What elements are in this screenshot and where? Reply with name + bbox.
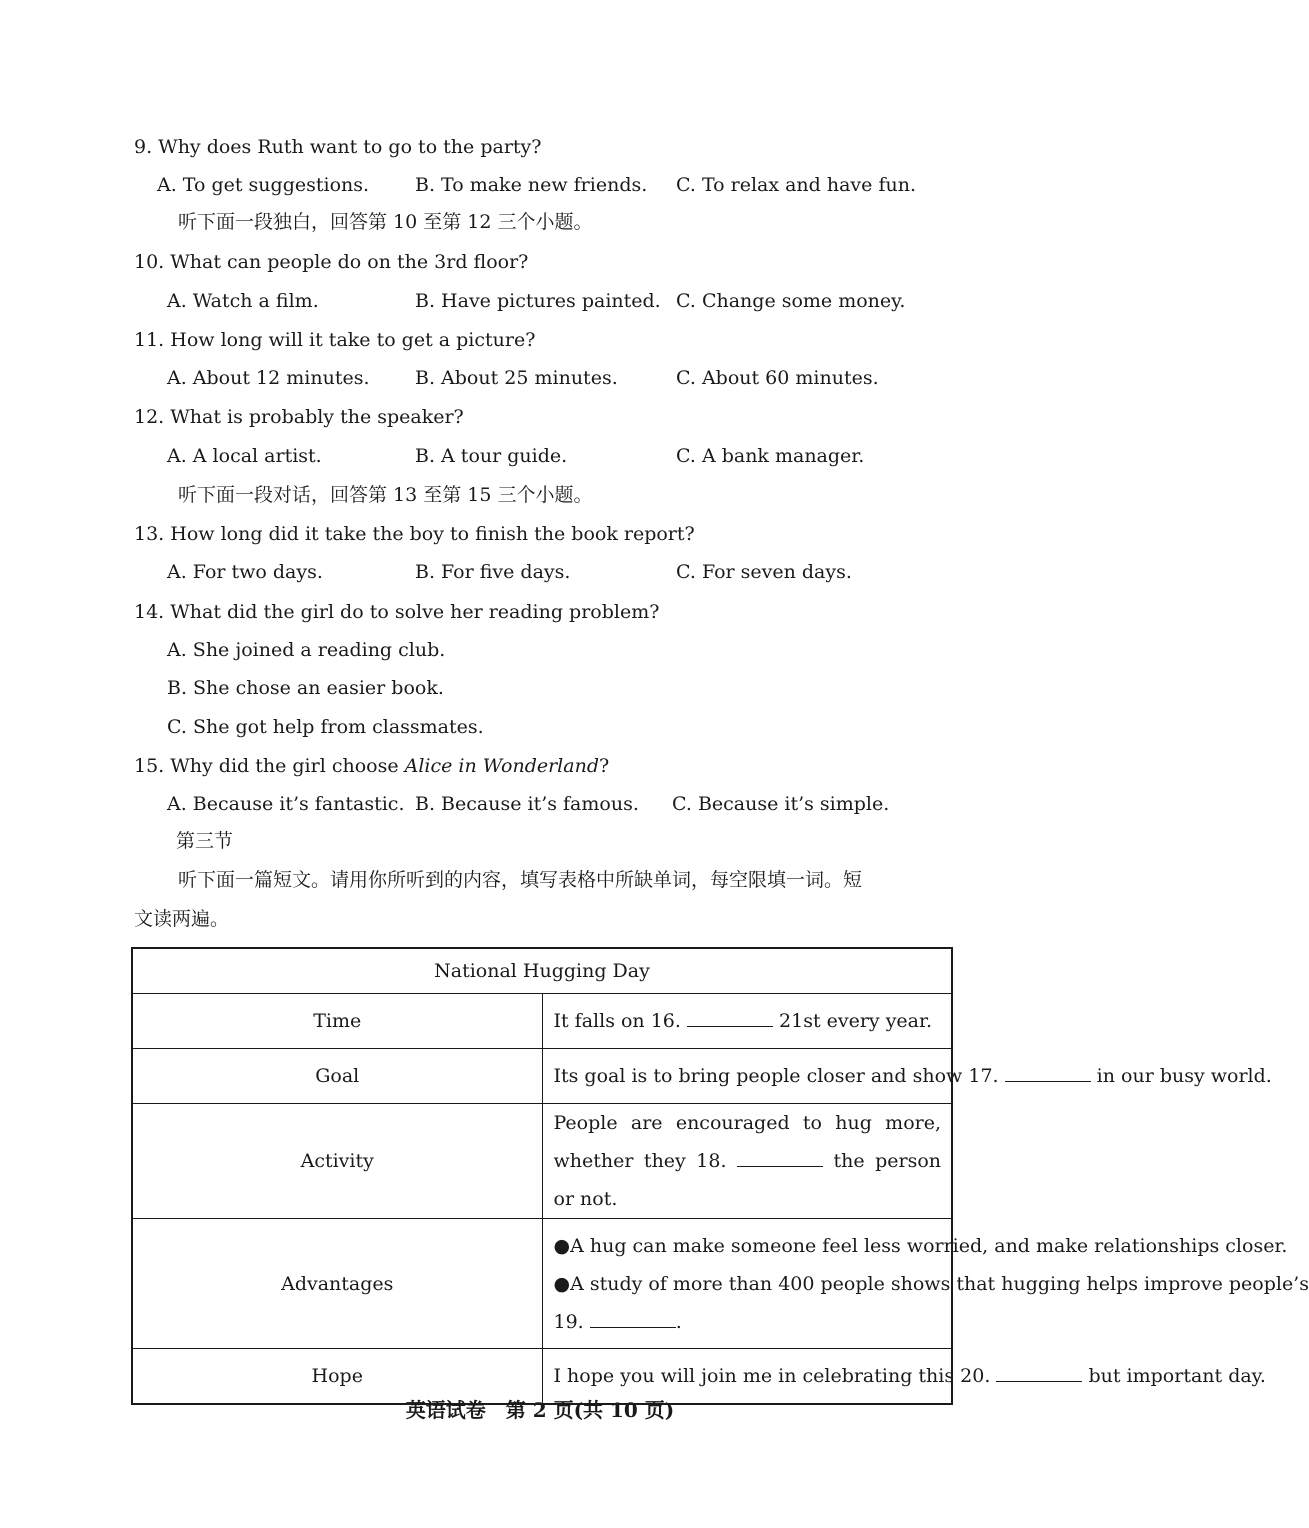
advantage-line3-pre: 19.: [553, 1310, 584, 1333]
page-footer: 英语试卷 第 2 页(共 10 页): [405, 1398, 675, 1422]
book-title: Alice in Wonderland: [404, 755, 599, 777]
goal-text-post: in our busy world.: [1096, 1065, 1272, 1087]
question-12-option-c: C. A bank manager.: [676, 445, 865, 467]
time-text-post: 21st every year.: [779, 1010, 933, 1032]
question-9-stem: 9. Why does Ruth want to go to the party?: [134, 136, 542, 158]
row-label-goal: Goal: [132, 1049, 542, 1104]
goal-text-pre: Its goal is to bring people closer and show 17.: [553, 1065, 999, 1087]
row-label-hope: Hope: [132, 1349, 542, 1404]
question-12-option-b: B. A tour guide.: [415, 445, 568, 467]
question-14-option-b: B. She chose an easier book.: [167, 677, 444, 699]
question-12-option-a: A. A local artist.: [167, 445, 322, 467]
blank-20[interactable]: [996, 1363, 1082, 1382]
row-label-advantages: Advantages: [132, 1219, 542, 1349]
question-13-option-b: B. For five days.: [415, 561, 571, 583]
blank-17[interactable]: [1005, 1063, 1091, 1082]
question-13-option-a: A. For two days.: [167, 561, 323, 583]
blank-19[interactable]: [590, 1309, 676, 1328]
section-3-instruction-line1: 听下面一篇短文。请用你所听到的内容，填写表格中所缺单词，每空限填一词。短: [178, 869, 863, 891]
question-12-stem: 12. What is probably the speaker?: [134, 406, 464, 428]
row-content-time: [542, 994, 952, 1049]
question-10-option-c: C. Change some money.: [676, 290, 906, 312]
question-9-option-c: C. To relax and have fun.: [676, 174, 916, 196]
section-3-instruction-line2: 文读两遍。: [134, 908, 230, 930]
question-14-option-a: A. She joined a reading club.: [167, 639, 446, 661]
question-9-option-b: B. To make new friends.: [415, 174, 648, 196]
activity-text-line2: or not.: [553, 1188, 618, 1210]
question-11-option-c: C. About 60 minutes.: [676, 367, 879, 389]
blank-16[interactable]: [687, 1008, 773, 1027]
table-title: National Hugging Day: [132, 948, 952, 994]
monologue-instruction: 听下面一段独白，回答第 10 至第 12 三个小题。: [178, 211, 593, 233]
activity-text-pre: People are encouraged to hug more, whether they 18.: [553, 1112, 941, 1172]
question-13-option-c: C. For seven days.: [676, 561, 852, 583]
question-14-option-c: C. She got help from classmates.: [167, 716, 484, 738]
question-11-option-b: B. About 25 minutes.: [415, 367, 618, 389]
question-10-stem: 10. What can people do on the 3rd floor?: [134, 251, 529, 273]
question-11-option-a: A. About 12 minutes.: [167, 367, 370, 389]
row-content-advantages: [542, 1219, 1309, 1349]
row-content-goal: [542, 1049, 1272, 1104]
question-10-option-b: B. Have pictures painted.: [415, 290, 661, 312]
section-3-title: 第三节: [176, 830, 234, 852]
hugging-day-table: [131, 947, 1309, 1405]
advantage-line3-post: .: [675, 1310, 682, 1333]
question-14-stem: 14. What did the girl do to solve her reading problem?: [134, 601, 660, 623]
question-10-option-a: A. Watch a film.: [167, 290, 319, 312]
advantage-bullet-2: ●A study of more than 400 people shows that hugging helps improve people’s: [553, 1272, 1309, 1295]
row-label-activity: Activity: [132, 1104, 542, 1219]
activity-text-post: the person: [833, 1150, 942, 1172]
question-15-option-b: B. Because it’s famous.: [415, 793, 639, 815]
question-15-stem-prefix: 15. Why did the girl choose: [134, 755, 405, 777]
dialogue-instruction: 听下面一段对话，回答第 13 至第 15 三个小题。: [178, 484, 593, 506]
question-11-stem: 11. How long will it take to get a picture?: [134, 329, 536, 351]
blank-18[interactable]: [737, 1148, 823, 1167]
question-15-option-a: A. Because it’s fantastic.: [167, 793, 405, 815]
question-13-stem: 13. How long did it take the boy to finish the book report?: [134, 523, 695, 545]
question-15-option-c: C. Because it’s simple.: [672, 793, 890, 815]
row-label-time: Time: [132, 994, 542, 1049]
advantage-bullet-1: ●A hug can make someone feel less worried, and make relationships closer.: [553, 1234, 1288, 1257]
time-text-pre: It falls on 16.: [553, 1010, 681, 1032]
question-15-stem: [134, 757, 609, 776]
row-content-activity: [542, 1104, 952, 1219]
hope-text-pre: I hope you will join me in celebrating this 20.: [553, 1364, 991, 1387]
hope-text-post: but important day.: [1088, 1364, 1266, 1387]
question-9-option-a: A. To get suggestions.: [157, 174, 370, 196]
question-15-stem-suffix: ?: [599, 755, 610, 777]
